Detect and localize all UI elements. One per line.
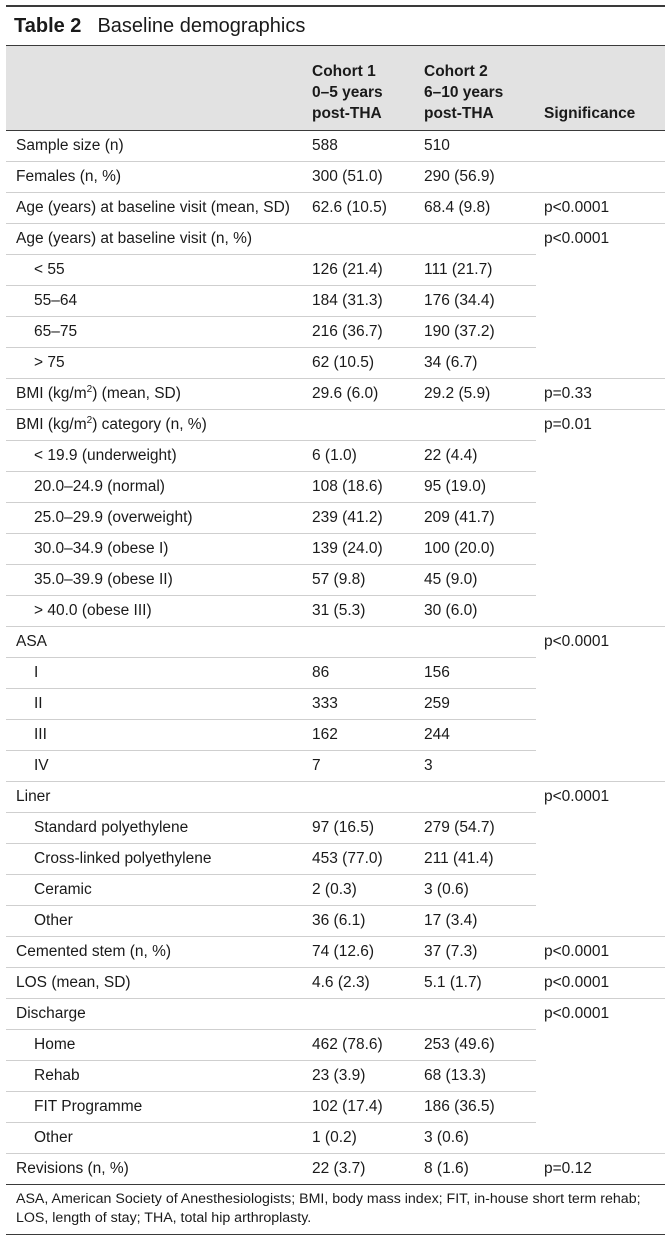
row-label: Standard polyethylene	[34, 819, 189, 836]
row-label: Discharge	[16, 1005, 86, 1022]
row-label: > 75	[34, 354, 65, 371]
row-label: Cemented stem (n, %)	[16, 943, 172, 960]
cohort2-value: 510	[424, 137, 450, 154]
table-row	[6, 936, 665, 967]
cohort1-value: 162	[312, 726, 338, 743]
table-caption	[6, 5, 665, 46]
cohort1-value: 4.6 (2.3)	[312, 974, 370, 991]
row-label: > 40.0 (obese III)	[34, 602, 152, 619]
cohort2-value: 95 (19.0)	[424, 478, 487, 495]
baseline-demographics-table	[6, 5, 665, 1235]
table-row	[6, 626, 665, 657]
cohort2-value: 209 (41.7)	[424, 509, 495, 526]
table-row	[6, 750, 665, 781]
cohort2-value: 68 (13.3)	[424, 1067, 487, 1084]
row-label: Ceramic	[34, 881, 92, 898]
row-label: I	[34, 664, 39, 681]
cohort1-value: 7	[312, 757, 321, 774]
row-label: II	[34, 695, 43, 712]
cohort2-value: 186 (36.5)	[424, 1098, 495, 1115]
row-label: Rehab	[34, 1067, 80, 1084]
table-row	[6, 161, 665, 192]
table-row	[6, 1029, 665, 1060]
cohort2-value: 100 (20.0)	[424, 540, 495, 557]
cohort1-value: 588	[312, 137, 338, 154]
row-label: 20.0–24.9 (normal)	[34, 478, 165, 495]
cohort2-value: 17 (3.4)	[424, 912, 478, 929]
header-cohort2: Cohort 2 6–10 years post-THA	[424, 63, 504, 122]
significance-value: p<0.0001	[544, 199, 610, 216]
cohort2-value: 211 (41.4)	[424, 850, 494, 867]
significance-value: p<0.0001	[544, 974, 610, 991]
significance-value: p=0.12	[544, 1160, 592, 1177]
significance-value: p<0.0001	[544, 1005, 610, 1022]
table-body	[6, 130, 665, 1184]
table-row	[6, 1060, 665, 1091]
cohort1-value: 126 (21.4)	[312, 261, 383, 278]
table-footnote: ASA, American Society of Anesthesiologists; BMI, body mass index; FIT, in-house short term rehab; LOS, length of stay; THA, total hip arthroplasty.	[6, 1184, 665, 1235]
cohort1-value: 216 (36.7)	[312, 323, 383, 340]
table-row	[6, 998, 665, 1029]
table-header	[6, 46, 665, 130]
cohort2-value: 190 (37.2)	[424, 323, 495, 340]
row-label: Other	[34, 1129, 73, 1146]
row-label: LOS (mean, SD)	[16, 974, 131, 991]
table-row	[6, 967, 665, 998]
cohort1-value: 23 (3.9)	[312, 1067, 366, 1084]
cohort1-value: 2 (0.3)	[312, 881, 357, 898]
cohort1-value: 108 (18.6)	[312, 478, 383, 495]
table-row	[6, 223, 665, 254]
row-label: Age (years) at baseline visit (n, %)	[16, 230, 253, 247]
table-row	[6, 1091, 665, 1122]
table-row	[6, 192, 665, 223]
table-row	[6, 688, 665, 719]
cohort2-value: 3 (0.6)	[424, 1129, 469, 1146]
row-label: BMI $(kg/m^2)$ category (n, %)	[16, 414, 207, 433]
cohort1-value: 6 (1.0)	[312, 447, 357, 464]
row-label: Home	[34, 1036, 76, 1053]
row-label: FIT Programme	[34, 1098, 143, 1115]
cohort2-value: 259	[424, 695, 450, 712]
row-label: 35.0–39.9 (obese II)	[34, 571, 173, 588]
table-row	[6, 719, 665, 750]
row-label: 65–75	[34, 323, 78, 340]
cohort1-value: 57 (9.8)	[312, 571, 366, 588]
cohort2-value: 34 (6.7)	[424, 354, 478, 371]
table-row	[6, 378, 665, 409]
table-row	[6, 1153, 665, 1184]
row-label: Liner	[16, 788, 51, 805]
significance-value: p=0.33	[544, 385, 592, 402]
table-row	[6, 905, 665, 936]
table-row	[6, 347, 665, 378]
cohort1-value: 62 (10.5)	[312, 354, 375, 371]
table-row	[6, 533, 665, 564]
cohort1-value: 102 (17.4)	[312, 1098, 383, 1115]
cohort2-value: 176 (34.4)	[424, 292, 495, 309]
table-row	[6, 285, 665, 316]
cohort2-value: 253 (49.6)	[424, 1036, 495, 1053]
row-label: 30.0–34.9 (obese I)	[34, 540, 169, 557]
table-row	[6, 874, 665, 905]
cohort2-value: 37 (7.3)	[424, 943, 478, 960]
cohort2-value: 244	[424, 726, 450, 743]
table-title: Baseline demographics	[97, 14, 306, 37]
cohort1-value: 184 (31.3)	[312, 292, 383, 309]
table-row	[6, 1122, 665, 1153]
cohort2-value: 45 (9.0)	[424, 571, 478, 588]
table-row	[6, 254, 665, 285]
cohort1-value: 29.6 (6.0)	[312, 385, 379, 402]
cohort1-value: 1 (0.2)	[312, 1129, 357, 1146]
cohort1-value: 62.6 (10.5)	[312, 199, 387, 216]
cohort1-value: 239 (41.2)	[312, 509, 383, 526]
cohort2-value: 5.1 (1.7)	[424, 974, 482, 991]
row-label: < 19.9 (underweight)	[34, 447, 177, 464]
significance-value: p=0.01	[544, 416, 592, 433]
row-label: 55–64	[34, 292, 78, 309]
table-row	[6, 843, 665, 874]
table-row	[6, 781, 665, 812]
significance-value: p<0.0001	[544, 788, 610, 805]
cohort1-value: 462 (78.6)	[312, 1036, 383, 1053]
cohort2-value: 156	[424, 664, 450, 681]
cohort1-value: 74 (12.6)	[312, 943, 375, 960]
cohort1-value: 300 (51.0)	[312, 168, 383, 185]
significance-value: p<0.0001	[544, 633, 610, 650]
cohort2-value: 68.4 (9.8)	[424, 199, 491, 216]
row-label: 25.0–29.9 (overweight)	[34, 509, 193, 526]
cohort1-value: 86	[312, 664, 330, 681]
cohort2-value: 29.2 (5.9)	[424, 385, 491, 402]
table-row	[6, 471, 665, 502]
cohort2-value: 3	[424, 757, 433, 774]
cohort2-value: 279 (54.7)	[424, 819, 495, 836]
header-significance: Significance	[544, 105, 636, 122]
cohort2-value: 30 (6.0)	[424, 602, 478, 619]
row-label: Sample size (n)	[16, 137, 124, 154]
row-label: Revisions (n, %)	[16, 1160, 129, 1177]
row-label: III	[34, 726, 47, 743]
row-label: < 55	[34, 261, 65, 278]
row-label: BMI $(kg/m^2)$ (mean, SD)	[16, 383, 181, 402]
table-label: Table 2	[14, 14, 82, 37]
table-row	[6, 130, 665, 161]
row-label: Females (n, %)	[16, 168, 122, 185]
cohort1-value: 97 (16.5)	[312, 819, 375, 836]
table-row	[6, 502, 665, 533]
table-row	[6, 409, 665, 440]
row-label: ASA	[16, 633, 48, 650]
cohort2-value: 290 (56.9)	[424, 168, 495, 185]
row-label: IV	[34, 757, 49, 774]
table-row	[6, 440, 665, 471]
cohort2-value: 8 (1.6)	[424, 1160, 469, 1177]
header-cohort1: Cohort 1 0–5 years post-THA	[312, 63, 383, 122]
table-row	[6, 564, 665, 595]
table-row	[6, 316, 665, 347]
cohort1-value: 36 (6.1)	[312, 912, 366, 929]
table-row	[6, 595, 665, 626]
row-label: Other	[34, 912, 73, 929]
cohort1-value: 139 (24.0)	[312, 540, 383, 557]
cohort2-value: 22 (4.4)	[424, 447, 478, 464]
cohort2-value: 3 (0.6)	[424, 881, 469, 898]
significance-value: p<0.0001	[544, 230, 610, 247]
significance-value: p<0.0001	[544, 943, 610, 960]
row-label: Age (years) at baseline visit (mean, SD)	[16, 199, 290, 216]
cohort1-value: 333	[312, 695, 338, 712]
cohort1-value: 22 (3.7)	[312, 1160, 366, 1177]
cohort2-value: 111 (21.7)	[424, 261, 493, 278]
table-row	[6, 657, 665, 688]
cohort1-value: 31 (5.3)	[312, 602, 366, 619]
row-label: Cross-linked polyethylene	[34, 850, 212, 867]
cohort1-value: 453 (77.0)	[312, 850, 383, 867]
table-row	[6, 812, 665, 843]
